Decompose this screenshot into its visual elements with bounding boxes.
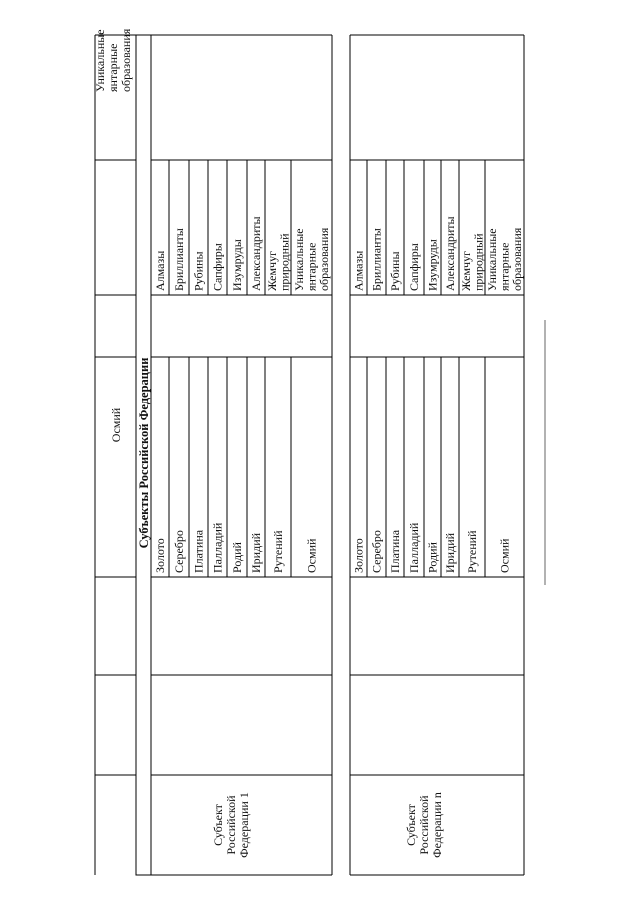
rotated-table (93, 28, 545, 875)
subject-n-line-2: Российской (417, 795, 431, 855)
subject-n-stone-7-line-0: Уникальные (485, 228, 499, 291)
subject-1-metal-4: Родий (230, 542, 244, 573)
subject-1-metal-0: Золото (153, 538, 167, 573)
subject-1-metal-5: Иридий (249, 532, 263, 573)
section-title: Субъекты Российской Федерации (137, 357, 151, 549)
subject-1-stone-3: Сапфиры (210, 243, 225, 291)
subject-n-stone-7-line-1: янтарные (497, 242, 512, 291)
subject-n-stone-1: Бриллианты (369, 228, 384, 291)
subject-1-metal-2: Платина (191, 529, 206, 573)
subject-n-label (404, 792, 444, 858)
subject-n-stone-6-line-0: Жемчуг (458, 250, 473, 291)
subject-1-line-3: Федерации 1 (237, 792, 251, 858)
subject-n-line-1: Субъект (404, 804, 418, 846)
section-title-row (136, 35, 151, 875)
subject-1-stone-5: Александриты (249, 216, 263, 291)
subject-n-stone-7-line-2: образования (510, 227, 524, 291)
subject-1-stone-6-line-1: природный (277, 233, 292, 291)
subject-n-stone-0: Алмазы (351, 250, 366, 291)
subject-n-metal-2: Платина (388, 529, 402, 573)
subject-1-metal-3: Палладий (210, 522, 225, 573)
header-row (93, 28, 136, 875)
subject-1-metal-1: Серебро (172, 530, 186, 573)
subject-1-stone-0: Алмазы (153, 250, 167, 291)
table-block-subject-n (350, 35, 524, 875)
subject-n-stone-5: Александриты (443, 216, 457, 291)
subject-1-metal-6: Рутений (271, 530, 285, 573)
subject-n-line-3: Федерации n (430, 792, 444, 858)
body-rows-subject-n (350, 35, 524, 875)
subject-1-stone-4: Изумруды (230, 239, 244, 291)
subject-1-stone-2: Рубины (191, 251, 206, 291)
subject-n-stone-6-line-1: природный (471, 233, 486, 291)
subject-n-metal-1: Серебро (369, 530, 384, 573)
subject-1-line-2: Российской (224, 795, 238, 855)
subject-n-stone-3: Сапфиры (407, 243, 421, 291)
subject-n-stone-4: Изумруды (425, 239, 440, 291)
subject-1-stone-7-line-0: Уникальные (292, 228, 306, 291)
subject-1-stone-7-line-1: янтарные (304, 242, 319, 291)
subject-1-stone-1: Бриллианты (172, 228, 186, 291)
header-cell-amber-line-1: Уникальные (93, 29, 107, 92)
subject-1-stone-7-line-2: образования (317, 227, 331, 291)
subject-n-stone-2: Рубины (388, 251, 402, 291)
subject-n-metal-7: Осмий (497, 538, 512, 573)
body-rows-subject-1 (151, 35, 332, 875)
header-cell-amber-line-2: янтарные (106, 43, 120, 92)
subject-n-metal-3: Палладий (407, 522, 421, 573)
table-block-subject-1 (93, 28, 332, 875)
subject-n-metal-5: Иридий (443, 532, 457, 573)
header-cell-osmiy: Осмий (109, 407, 123, 443)
subject-n-metal-6: Рутений (465, 530, 479, 573)
subject-1-metal-7: Осмий (304, 538, 319, 573)
subject-1-line-1: Субъект (211, 804, 225, 846)
subject-1-stone-6-line-0: Жемчуг (264, 250, 279, 291)
header-cell-amber-line-3: образования (119, 28, 133, 92)
subject-n-metal-0: Золото (351, 538, 366, 573)
subject-n-metal-4: Родий (425, 542, 440, 573)
subject-1-label (211, 792, 251, 858)
